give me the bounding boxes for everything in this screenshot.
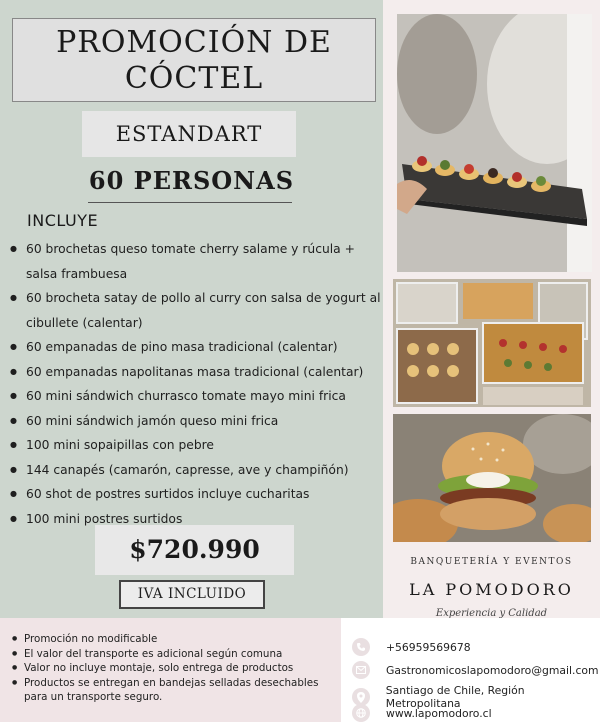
menu-item: ● 60 empanadas napolitanas masa tradicional (calentar) xyxy=(10,360,382,385)
plan-label: ESTANDART xyxy=(82,111,296,157)
people-count: 60 PERSONAS xyxy=(88,166,295,195)
menu-item: ● 100 mini postres surtidos xyxy=(10,507,382,532)
brand-tagline: Experiencia y Calidad xyxy=(435,608,548,619)
note-item: ● El valor del transporte es adicional según comuna xyxy=(12,647,342,662)
menu-item: ● 100 mini sopaipillas con pebre xyxy=(10,433,382,458)
menu-item: ● 60 empanadas de pino masa tradicional (calentar) xyxy=(10,335,382,360)
tax-note: IVA INCLUIDO xyxy=(119,580,265,609)
canape-photo xyxy=(397,14,592,272)
note-item: ● Promoción no modificable xyxy=(12,632,342,647)
promo-title-line1: PROMOCIÓN DE xyxy=(56,25,332,60)
contact-phone[interactable] xyxy=(352,638,471,656)
location-text: Santiago de Chile, Región Metropolitana xyxy=(385,684,525,710)
mail-icon xyxy=(352,661,370,679)
menu-item: ● 60 brochetas queso tomate cherry salame y rúcula + salsa frambuesa xyxy=(10,237,382,286)
promo-title xyxy=(12,18,376,102)
includes-heading: INCLUYE xyxy=(27,211,99,230)
contact-email[interactable] xyxy=(352,661,599,679)
globe-icon xyxy=(352,704,370,722)
divider xyxy=(88,202,292,203)
menu-items-list xyxy=(10,237,382,531)
phone-icon xyxy=(352,638,370,656)
menu-item: ● 144 canapés (camarón, capresse, ave y champiñón) xyxy=(10,458,382,483)
menu-item: ● 60 shot de postres surtidos incluye cucharitas xyxy=(10,482,382,507)
menu-item: ● 60 mini sándwich churrasco tomate mayo mini frica xyxy=(10,384,382,409)
menu-item: ● 60 mini sándwich jamón queso mini frica xyxy=(10,409,382,434)
trays-photo xyxy=(393,279,591,407)
contact-website[interactable] xyxy=(352,704,492,722)
phone-text: +56959569678 xyxy=(386,640,471,654)
note-item: ● Valor no incluye montaje, solo entrega de productos xyxy=(12,661,342,676)
promo-title-line2: CÓCTEL xyxy=(124,61,264,96)
brand-name: LA POMODORO xyxy=(409,580,574,599)
price: $720.990 xyxy=(95,525,294,575)
brand-subtitle: BANQUETERÍA Y EVENTOS xyxy=(410,557,573,567)
website-text: www.lapomodoro.cl xyxy=(386,706,492,720)
notes-list xyxy=(12,632,342,705)
email-text: Gastronomicoslapomodoro@gmail.com xyxy=(386,663,599,677)
note-item: ● Productos se entregan en bandejas selladas desechables para un transporte seguro. xyxy=(12,676,342,705)
mini-burger-photo xyxy=(393,414,591,542)
menu-item: ● 60 brocheta satay de pollo al curry con salsa de yogurt al cibullete (calentar) xyxy=(10,286,382,335)
